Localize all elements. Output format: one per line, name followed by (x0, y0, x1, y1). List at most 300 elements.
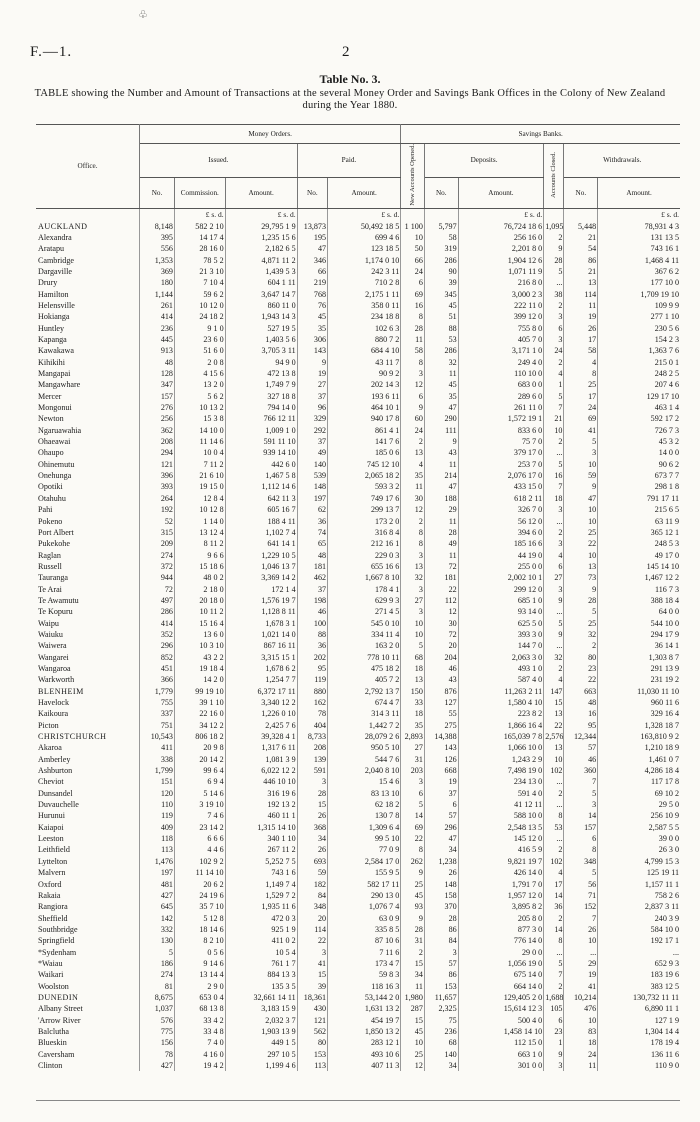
deposits-amount: 41 12 11 (458, 799, 544, 810)
paid-no: 37 (297, 436, 327, 447)
new-accounts: 1,980 (401, 992, 425, 1003)
office-name: Mercer (36, 391, 140, 402)
withdrawals-amount: 78,931 4 3 (644, 221, 679, 231)
withdrawals-amount: 240 3 9 (654, 913, 679, 923)
withdrawals-no: 157 (564, 822, 598, 833)
accounts-closed: 8 (544, 810, 564, 821)
office-name: Leithfield (36, 844, 140, 855)
paid-no: 208 (297, 742, 327, 753)
table-row (36, 255, 680, 266)
paid-amount: 493 10 6 (328, 1049, 401, 1060)
paid-no: 114 (297, 924, 327, 935)
paid-amount: 99 5 10 (328, 833, 401, 844)
issued-commission: 11 14 10 (174, 867, 225, 878)
new-accounts: 24 (401, 266, 425, 277)
deposits-no: 6 (424, 799, 458, 810)
paid-amount: 314 3 11 (328, 708, 401, 719)
deposits-no: 296 (424, 822, 458, 833)
office-name: Springfield (36, 935, 140, 946)
withdrawals-amount: 367 6 2 (654, 266, 679, 276)
deposits-amount: 399 12 0 (458, 311, 544, 322)
new-accounts: 13 (401, 674, 425, 685)
withdrawals-amount: 116 7 3 (655, 584, 679, 594)
withdrawals-no: 7 (564, 913, 598, 924)
withdrawals-amount: 117 17 8 (650, 777, 679, 787)
units-commission: £ s. d. (174, 208, 225, 221)
table-row (36, 561, 680, 572)
withdrawals-no: 6 (564, 833, 598, 844)
issued-commission: 8 11 2 (174, 538, 225, 549)
withdrawals-amount: 592 17 2 (650, 414, 679, 424)
deposits-amount: 683 0 0 (458, 379, 544, 390)
accounts-closed: ... (544, 516, 564, 527)
issued-no: 332 (140, 924, 175, 935)
paid-no: 219 (297, 277, 327, 288)
withdrawals-no: 26 (564, 924, 598, 935)
issued-commission-header: Commission. (174, 177, 225, 208)
deposits-amount: 675 14 0 (458, 969, 544, 980)
accounts-closed: 23 (544, 1026, 564, 1037)
issued-no: 338 (140, 754, 175, 765)
table-row (36, 640, 680, 651)
withdrawals-amount: 29 5 0 (658, 800, 679, 810)
deposits-amount: 2,201 8 0 (458, 243, 544, 254)
new-accounts: 9 (401, 402, 425, 413)
issued-no: 337 (140, 708, 175, 719)
issued-commission: 2 18 0 (174, 584, 225, 595)
paid-amount: 87 10 6 (328, 935, 401, 946)
new-accounts: 8 (401, 311, 425, 322)
new-accounts: 25 (401, 879, 425, 890)
table-row (36, 221, 680, 232)
paid-no: 37 (297, 584, 327, 595)
withdrawals-amount: 1,157 11 1 (644, 879, 679, 889)
withdrawals-amount: 1,709 19 10 (640, 289, 679, 299)
accounts-closed: 5 (544, 391, 564, 402)
paid-no: 562 (297, 1026, 327, 1037)
issued-no: 751 (140, 720, 175, 731)
new-accounts: 262 (401, 856, 425, 867)
table-row (36, 1037, 680, 1048)
deposits-amount: 433 15 0 (458, 481, 544, 492)
accounts-closed: 13 (544, 708, 564, 719)
issued-no: 186 (140, 958, 175, 969)
deposits-no: 88 (424, 323, 458, 334)
issued-no: 180 (140, 277, 175, 288)
issued-amount: 188 4 11 (225, 516, 297, 527)
office-name: Amberley (36, 754, 140, 765)
withdrawals-no: 18 (564, 1037, 598, 1048)
table-row (36, 947, 680, 958)
deposits-no: 28 (424, 913, 458, 924)
deposits-no: 148 (424, 879, 458, 890)
issued-amount: 884 13 3 (225, 969, 297, 980)
issued-commission: 10 12 0 (174, 300, 225, 311)
deposits-amount: 3,000 2 3 (458, 289, 544, 300)
issued-amount: 327 18 8 (225, 391, 297, 402)
paid-no: 880 (297, 686, 327, 697)
withdrawals-amount: 726 7 3 (654, 425, 679, 435)
issued-commission: 6 6 6 (174, 833, 225, 844)
issued-no: 576 (140, 1015, 175, 1026)
issued-no: 393 (140, 481, 175, 492)
new-accounts: 15 (401, 1015, 425, 1026)
table-row (36, 788, 680, 799)
paid-amount: 2,584 17 0 (328, 856, 401, 867)
accounts-closed: 9 (544, 243, 564, 254)
new-accounts: 287 (401, 1003, 425, 1014)
new-accounts: 2,893 (401, 731, 425, 742)
withdrawals-no: 48 (564, 697, 598, 708)
withdrawals-amount: 652 9 3 (654, 958, 679, 968)
table-row (36, 289, 680, 300)
issued-commission: 99 6 4 (174, 765, 225, 776)
deposits-no: 55 (424, 708, 458, 719)
new-accounts: 18 (401, 708, 425, 719)
accounts-closed: 3 (544, 1060, 564, 1071)
deposits-amount: 1,580 4 10 (458, 697, 544, 708)
issued-no: 261 (140, 300, 175, 311)
withdrawals-amount: 215 0 1 (654, 357, 679, 367)
new-accounts: 11 (401, 334, 425, 345)
table-row (36, 901, 680, 912)
deposits-amount: 301 0 0 (458, 1060, 544, 1071)
paid-no: 34 (297, 833, 327, 844)
deposits-amount: 7,498 19 0 (458, 765, 544, 776)
office-name: DUNEDIN (36, 992, 140, 1003)
paid-no: 15 (297, 969, 327, 980)
new-accounts: 13 (401, 561, 425, 572)
issued-no: 396 (140, 470, 175, 481)
paid-no: 22 (297, 935, 327, 946)
deposits-amount: 1,243 2 9 (458, 754, 544, 765)
office-name: Balclutha (36, 1026, 140, 1037)
table-row (36, 595, 680, 606)
accounts-closed: 105 (544, 1003, 564, 1014)
new-accounts: 18 (401, 663, 425, 674)
accounts-closed: 2 (544, 663, 564, 674)
accounts-closed: 1,688 (545, 992, 564, 1002)
office-name: Pahi (36, 504, 140, 515)
issued-no: 256 (140, 413, 175, 424)
office-name: Port Albert (36, 527, 140, 538)
bottom-rule (36, 1100, 680, 1101)
accounts-closed: 2 (544, 436, 564, 447)
issued-amount: 860 11 0 (225, 300, 297, 311)
new-accounts: 68 (401, 652, 425, 663)
withdrawals-no: 25 (564, 527, 598, 538)
issued-commission: 20 14 2 (174, 754, 225, 765)
withdrawals-amount: 1,328 18 7 (644, 720, 679, 730)
deposits-amount: 426 14 0 (458, 867, 544, 878)
withdrawals-amount: 463 1 4 (654, 403, 679, 413)
deposits-amount: 416 5 9 (458, 844, 544, 855)
deposits-amount: 1,866 16 4 (458, 720, 544, 731)
withdrawals-amount: 294 17 9 (650, 629, 679, 639)
deposits-no: 34 (424, 844, 458, 855)
issued-amount: 472 13 8 (225, 368, 297, 379)
accounts-closed: 7 (544, 969, 564, 980)
withdrawals-no: 17 (564, 391, 598, 402)
paid-no: 3 (297, 776, 327, 787)
withdrawals-no: 11 (564, 300, 598, 311)
paid-no: 36 (297, 516, 327, 527)
deposits-no: 214 (424, 470, 458, 481)
withdrawals-no: 28 (564, 595, 598, 606)
deposits-amount: 93 14 0 (458, 606, 544, 617)
table-row (36, 799, 680, 810)
withdrawals-amount: 256 10 9 (650, 811, 679, 821)
issued-commission: 102 9 2 (174, 856, 225, 867)
new-accounts: 60 (401, 413, 425, 424)
paid-amount: 299 13 7 (328, 504, 401, 515)
issued-commission: 13 14 4 (174, 969, 225, 980)
table-row (36, 243, 680, 254)
withdrawals-no: 5,448 (564, 221, 598, 232)
issued-no: 294 (140, 447, 175, 458)
new-accounts: 12 (401, 504, 425, 515)
withdrawals-no: 95 (564, 720, 598, 731)
issued-no: 192 (140, 504, 175, 515)
issued-amount: 446 10 10 (225, 776, 297, 787)
deposits-amount: 755 8 0 (458, 323, 544, 334)
paid-no: 404 (297, 720, 327, 731)
table-row (36, 232, 680, 243)
deposits-no: 876 (424, 686, 458, 697)
issued-amount: 1,467 5 8 (225, 470, 297, 481)
table-row (36, 924, 680, 935)
withdrawals-amount: 64 0 0 (658, 607, 679, 617)
deposits-amount: 625 5 0 (458, 618, 544, 629)
issued-amount: 794 14 0 (225, 402, 297, 413)
withdrawals-no: 21 (564, 232, 598, 243)
paid-no: 48 (297, 550, 327, 561)
issued-amount-header: Amount. (225, 177, 297, 208)
issued-amount: 2,182 6 5 (225, 243, 297, 254)
withdrawals-no: 26 (564, 323, 598, 334)
office-name: Mongonui (36, 402, 140, 413)
deposits-no: 75 (424, 1015, 458, 1026)
accounts-closed: 1 (544, 1037, 564, 1048)
deposits-no: 181 (424, 572, 458, 583)
deposits-no: 47 (424, 833, 458, 844)
deposits-no: 127 (424, 697, 458, 708)
withdrawals-amount-header: Amount. (598, 177, 680, 208)
new-accounts: 3 (401, 606, 425, 617)
new-accounts: 12 (401, 379, 425, 390)
withdrawals-no: 114 (564, 289, 598, 300)
withdrawals-amount: 178 19 4 (650, 1038, 679, 1048)
deposits-no: 5,797 (424, 221, 458, 232)
withdrawals-no: 5 (564, 436, 598, 447)
withdrawals-no: 46 (564, 754, 598, 765)
new-accounts: 203 (401, 765, 425, 776)
paid-amount: 464 10 1 (328, 402, 401, 413)
office-name: Dargaville (36, 266, 140, 277)
new-accounts: 24 (401, 425, 425, 436)
accounts-closed: 1 (544, 379, 564, 390)
issued-commission: 22 16 0 (174, 708, 225, 719)
issued-amount: 939 14 10 (225, 447, 297, 458)
withdrawals-no: 47 (564, 493, 598, 504)
deposits-amount: 1,791 7 0 (458, 879, 544, 890)
withdrawals-no: 57 (564, 742, 598, 753)
table-row (36, 969, 680, 980)
office-name: Hamilton (36, 289, 140, 300)
office-header: Office. (36, 125, 140, 209)
issued-no: 362 (140, 425, 175, 436)
accounts-closed: 5 (544, 958, 564, 969)
office-name: Akaroa (36, 742, 140, 753)
office-name: Pokeno (36, 516, 140, 527)
withdrawals-amount: 673 7 7 (654, 471, 679, 481)
withdrawals-amount: 248 2 5 (654, 369, 679, 379)
new-accounts: 3 (401, 368, 425, 379)
accounts-closed: 4 (544, 368, 564, 379)
deposits-amount: 144 7 0 (458, 640, 544, 651)
issued-amount: 1,021 14 0 (225, 629, 297, 640)
paid-amount: 43 11 7 (328, 357, 401, 368)
withdrawals-no: 22 (564, 538, 598, 549)
withdrawals-amount: 248 5 3 (654, 539, 679, 549)
table-row (36, 913, 680, 924)
paid-amount: 193 6 11 (328, 391, 401, 402)
deposits-no: 35 (424, 391, 458, 402)
paid-no: 74 (297, 527, 327, 538)
issued-no: 130 (140, 935, 175, 946)
paid-amount: 1,850 13 2 (328, 1026, 401, 1037)
table-row (36, 731, 680, 742)
issued-no: 1,144 (140, 289, 175, 300)
issued-no: 157 (140, 391, 175, 402)
paid-no: 368 (297, 822, 327, 833)
deposits-no: 86 (424, 924, 458, 935)
table-body (36, 208, 680, 1071)
new-accounts: 9 (401, 913, 425, 924)
withdrawals-no: 25 (564, 618, 598, 629)
withdrawals-no: 13 (564, 561, 598, 572)
issued-no: 315 (140, 527, 175, 538)
new-accounts: 2 (401, 436, 425, 447)
paid-no: 66 (297, 266, 327, 277)
new-accounts: 69 (401, 289, 425, 300)
withdrawals-no: 10,214 (564, 992, 598, 1003)
paid-amount: 358 0 11 (328, 300, 401, 311)
issued-amount: 172 1 4 (225, 584, 297, 595)
issued-amount: 1,678 3 1 (225, 618, 297, 629)
paid-no: 139 (297, 754, 327, 765)
issued-no: 121 (140, 459, 175, 470)
deposits-no: 57 (424, 958, 458, 969)
deposits-amount: 110 10 0 (458, 368, 544, 379)
withdrawals-amount: 26 3 0 (658, 845, 679, 855)
withdrawals-no: 83 (564, 1026, 598, 1037)
withdrawals-no: 29 (564, 958, 598, 969)
withdrawals-amount: 163,810 9 2 (640, 732, 679, 742)
issued-no: 81 (140, 981, 175, 992)
withdrawals-no: 73 (564, 572, 598, 583)
issued-amount: 1,749 7 9 (225, 379, 297, 390)
issued-amount: 3,315 15 1 (225, 652, 297, 663)
units-cell (544, 208, 564, 221)
accounts-closed: 4 (544, 674, 564, 685)
issued-amount: 605 16 7 (225, 504, 297, 515)
deposits-amount: 76,724 18 6 (458, 221, 544, 232)
issued-amount: 1,576 19 7 (225, 595, 297, 606)
accounts-closed: 9 (544, 1049, 564, 1060)
paid-amount: 229 0 3 (328, 550, 401, 561)
accounts-closed: 1,095 (545, 221, 564, 231)
office-name: Kaiapoi (36, 822, 140, 833)
withdrawals-amount: 127 1 9 (654, 1015, 679, 1025)
withdrawals-no: 41 (564, 981, 598, 992)
issued-commission: 19 15 0 (174, 481, 225, 492)
issued-no: 369 (140, 266, 175, 277)
issued-amount: 743 1 6 (225, 867, 297, 878)
issued-amount: 925 1 9 (225, 924, 297, 935)
paid-no: 39 (297, 981, 327, 992)
deposits-amount: 685 1 0 (458, 595, 544, 606)
office-name: Waikari (36, 969, 140, 980)
paid-no: 96 (297, 402, 327, 413)
paid-no: 462 (297, 572, 327, 583)
table-row (36, 822, 680, 833)
withdrawals-amount: 758 2 6 (654, 890, 679, 900)
withdrawals-no: 16 (564, 708, 598, 719)
issued-no: 48 (140, 357, 175, 368)
issued-commission: 3 19 10 (174, 799, 225, 810)
paid-amount-header: Amount. (328, 177, 401, 208)
paid-amount: 1,076 7 4 (328, 901, 401, 912)
paid-amount: 2,040 8 10 (328, 765, 401, 776)
table-row (36, 697, 680, 708)
deposits-amount: 289 6 0 (458, 391, 544, 402)
deposits-no: 11 (424, 368, 458, 379)
accounts-closed: 36 (544, 901, 564, 912)
units-paid-amount: £ s. d. (328, 208, 401, 221)
issued-amount: 6,372 17 11 (225, 686, 297, 697)
paid-no: 76 (297, 300, 327, 311)
deposits-amount: 663 1 0 (458, 1049, 544, 1060)
withdrawals-amount: 154 2 3 (654, 335, 679, 344)
withdrawals-no: 71 (564, 890, 598, 901)
office-name: *Sydenham (36, 947, 140, 958)
withdrawals-no: 2 (564, 640, 598, 651)
new-accounts: 12 (401, 1060, 425, 1071)
deposits-no: 46 (424, 663, 458, 674)
office-name: Southbridge (36, 924, 140, 935)
paid-amount: 593 3 2 (328, 481, 401, 492)
paid-no: 100 (297, 618, 327, 629)
accounts-closed: 4 (544, 867, 564, 878)
deposits-no: 158 (424, 890, 458, 901)
paid-no: 9 (297, 357, 327, 368)
deposits-amount: 129,405 2 0 (458, 992, 544, 1003)
new-accounts: 27 (401, 595, 425, 606)
issued-commission: 23 6 0 (174, 334, 225, 345)
table-row (36, 470, 680, 481)
paid-no: 306 (297, 334, 327, 345)
issued-amount: 340 1 10 (225, 833, 297, 844)
new-accounts: 1 100 (401, 221, 425, 232)
withdrawals-amount: 231 19 2 (650, 675, 679, 685)
deposits-no: 11,657 (424, 992, 458, 1003)
table-row (36, 391, 680, 402)
issued-amount: 761 1 7 (225, 958, 297, 969)
office-name: Ngaruawahia (36, 425, 140, 436)
paid-no: 47 (297, 243, 327, 254)
deposits-no: 14,388 (424, 731, 458, 742)
